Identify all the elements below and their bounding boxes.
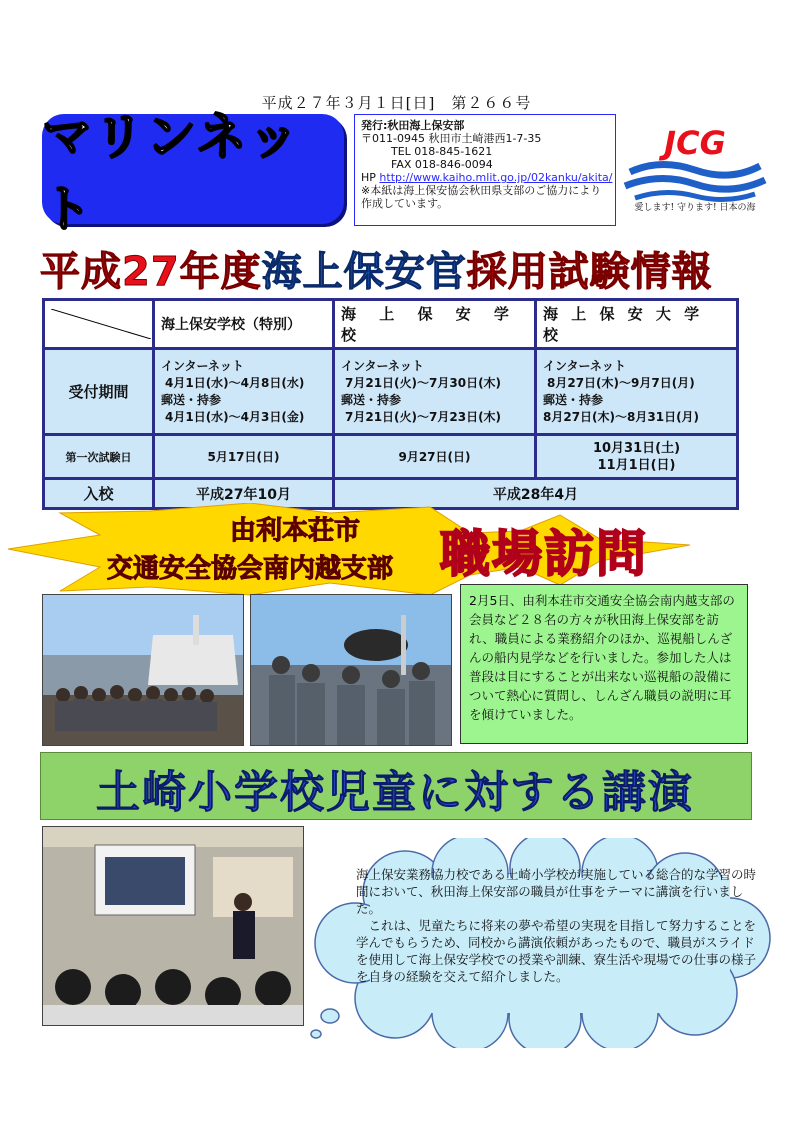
visit-title-main: 職場訪問 (440, 525, 648, 583)
headline-officer: 海上保安官 (261, 249, 467, 295)
lecture-photo-image (42, 826, 304, 1026)
publisher-address: 〒011-0945 秋田市土崎港西1-7-35 (361, 132, 542, 145)
table-cell: 平成28年4月 (334, 479, 738, 509)
publisher-fax: FAX 018-846-0094 (391, 158, 493, 171)
publisher-hp (361, 171, 613, 184)
lecture-paragraph: 海上保安業務協力校である土崎小学校が実施している総合的な学習の時間において、秋田海上保安部の職員が仕事をテーマに講演を行いました。 (356, 867, 757, 916)
cell-line: 10月31日(土) (592, 440, 681, 456)
lecture-title: 土崎小学校児童に対する講演 (96, 767, 694, 818)
cell-line: インターネット (341, 358, 424, 373)
table-cell (536, 349, 738, 435)
cell-line: 8月27日(木)～8月31日(月) (543, 409, 700, 424)
table-cell (536, 435, 738, 479)
cell-line: 郵送・持参 (161, 392, 222, 407)
table-header-row (44, 300, 738, 349)
table-cell: 5月17日(日) (154, 435, 334, 479)
cell-line: 11月1日(日) (597, 457, 676, 473)
cell-line: インターネット (543, 358, 626, 373)
publisher-info (354, 114, 616, 226)
lecture-description (356, 866, 756, 985)
ship-tour-photo-image (250, 594, 452, 746)
headline-exam-info: 採用試験情報 (466, 249, 713, 295)
publisher-issuer: 発行:秋田海上保安部 (361, 119, 465, 132)
visit-title-line2: 交通安全協会南内越支部 (106, 554, 393, 584)
logo-text: マリンネット (42, 108, 301, 238)
publisher-tel: TEL 018-845-1621 (391, 145, 493, 158)
cell-line: 7月21日(火)～7月30日(木) (345, 375, 502, 390)
cell-line: インターネット (161, 358, 244, 373)
hp-link[interactable]: http://www.kaiho.mlit.go.jp/02kanku/akita/ (379, 171, 613, 184)
jcg-slogan: 愛します! 守ります! 日本の海 (634, 203, 756, 213)
cell-line: 4月1日(水)～4月3日(金) (165, 409, 305, 424)
group-photo-image (42, 594, 244, 746)
cell-line: 郵送・持参 (341, 392, 402, 407)
cell-line: 4月1日(水)～4月8日(水) (165, 375, 305, 390)
column-header: 海 上 保 安 大 学 校 (536, 300, 738, 349)
cell-line: 郵送・持参 (543, 392, 604, 407)
cell-line: 8月27日(木)～9月7日(月) (547, 375, 695, 390)
visit-title-line1: 由利本荘市 (229, 516, 360, 546)
recruitment-headline (40, 240, 760, 295)
jcg-logo-text: JCG (664, 124, 726, 162)
table-cell: 平成27年10月 (154, 479, 334, 509)
cell-line: 7月21日(火)～7月23日(木) (345, 409, 502, 424)
visit-description: 2月5日、由利本荘市交通安全協会南内越支部の会員など２８名の方々が秋田海上保安部を訪れ、職員による業務紹介のほか、巡視船しんざんの船内見学などを行いました。参加した人は普段は目にすることが出来ない巡視船の設備について熱心に質問し、しんざん職員の説明に耳を傾けていました。 (460, 584, 748, 744)
diagonal-line (51, 309, 151, 339)
row-label: 第一次試験日 (44, 435, 154, 479)
table-row-reception (44, 349, 738, 435)
newsletter-logo (42, 108, 344, 238)
lecture-paragraph: これは、児童たちに将来の夢や希望の実現を目指して努力することを学んでもらうため、同校から講演依頼があったもので、職員がスライドを使用して海上保安学校での授業や訓練、寮生活や現場での仕事の様子を自身の経験を交えて紹介しました。 (356, 918, 757, 984)
publisher-note: ※本紙は海上保安協会秋田県支部のご協力により作成しています。 (361, 184, 602, 210)
table-row-first-exam (44, 435, 738, 479)
issue-line: 平成２７年３月１日[日] 第２６６号 (261, 94, 532, 112)
exam-schedule-table (42, 298, 739, 510)
row-label: 受付期間 (44, 349, 154, 435)
headline-year: 平成27年度 (40, 249, 262, 295)
table-corner-cell (44, 300, 154, 349)
table-cell: 9月27日(日) (334, 435, 536, 479)
table-cell (154, 349, 334, 435)
column-header: 海 上 保 安 学 校 (334, 300, 536, 349)
row-label: 入校 (44, 479, 154, 509)
hp-label: HP (361, 171, 376, 184)
table-cell (334, 349, 536, 435)
column-header: 海上保安学校（特別） (154, 300, 334, 349)
